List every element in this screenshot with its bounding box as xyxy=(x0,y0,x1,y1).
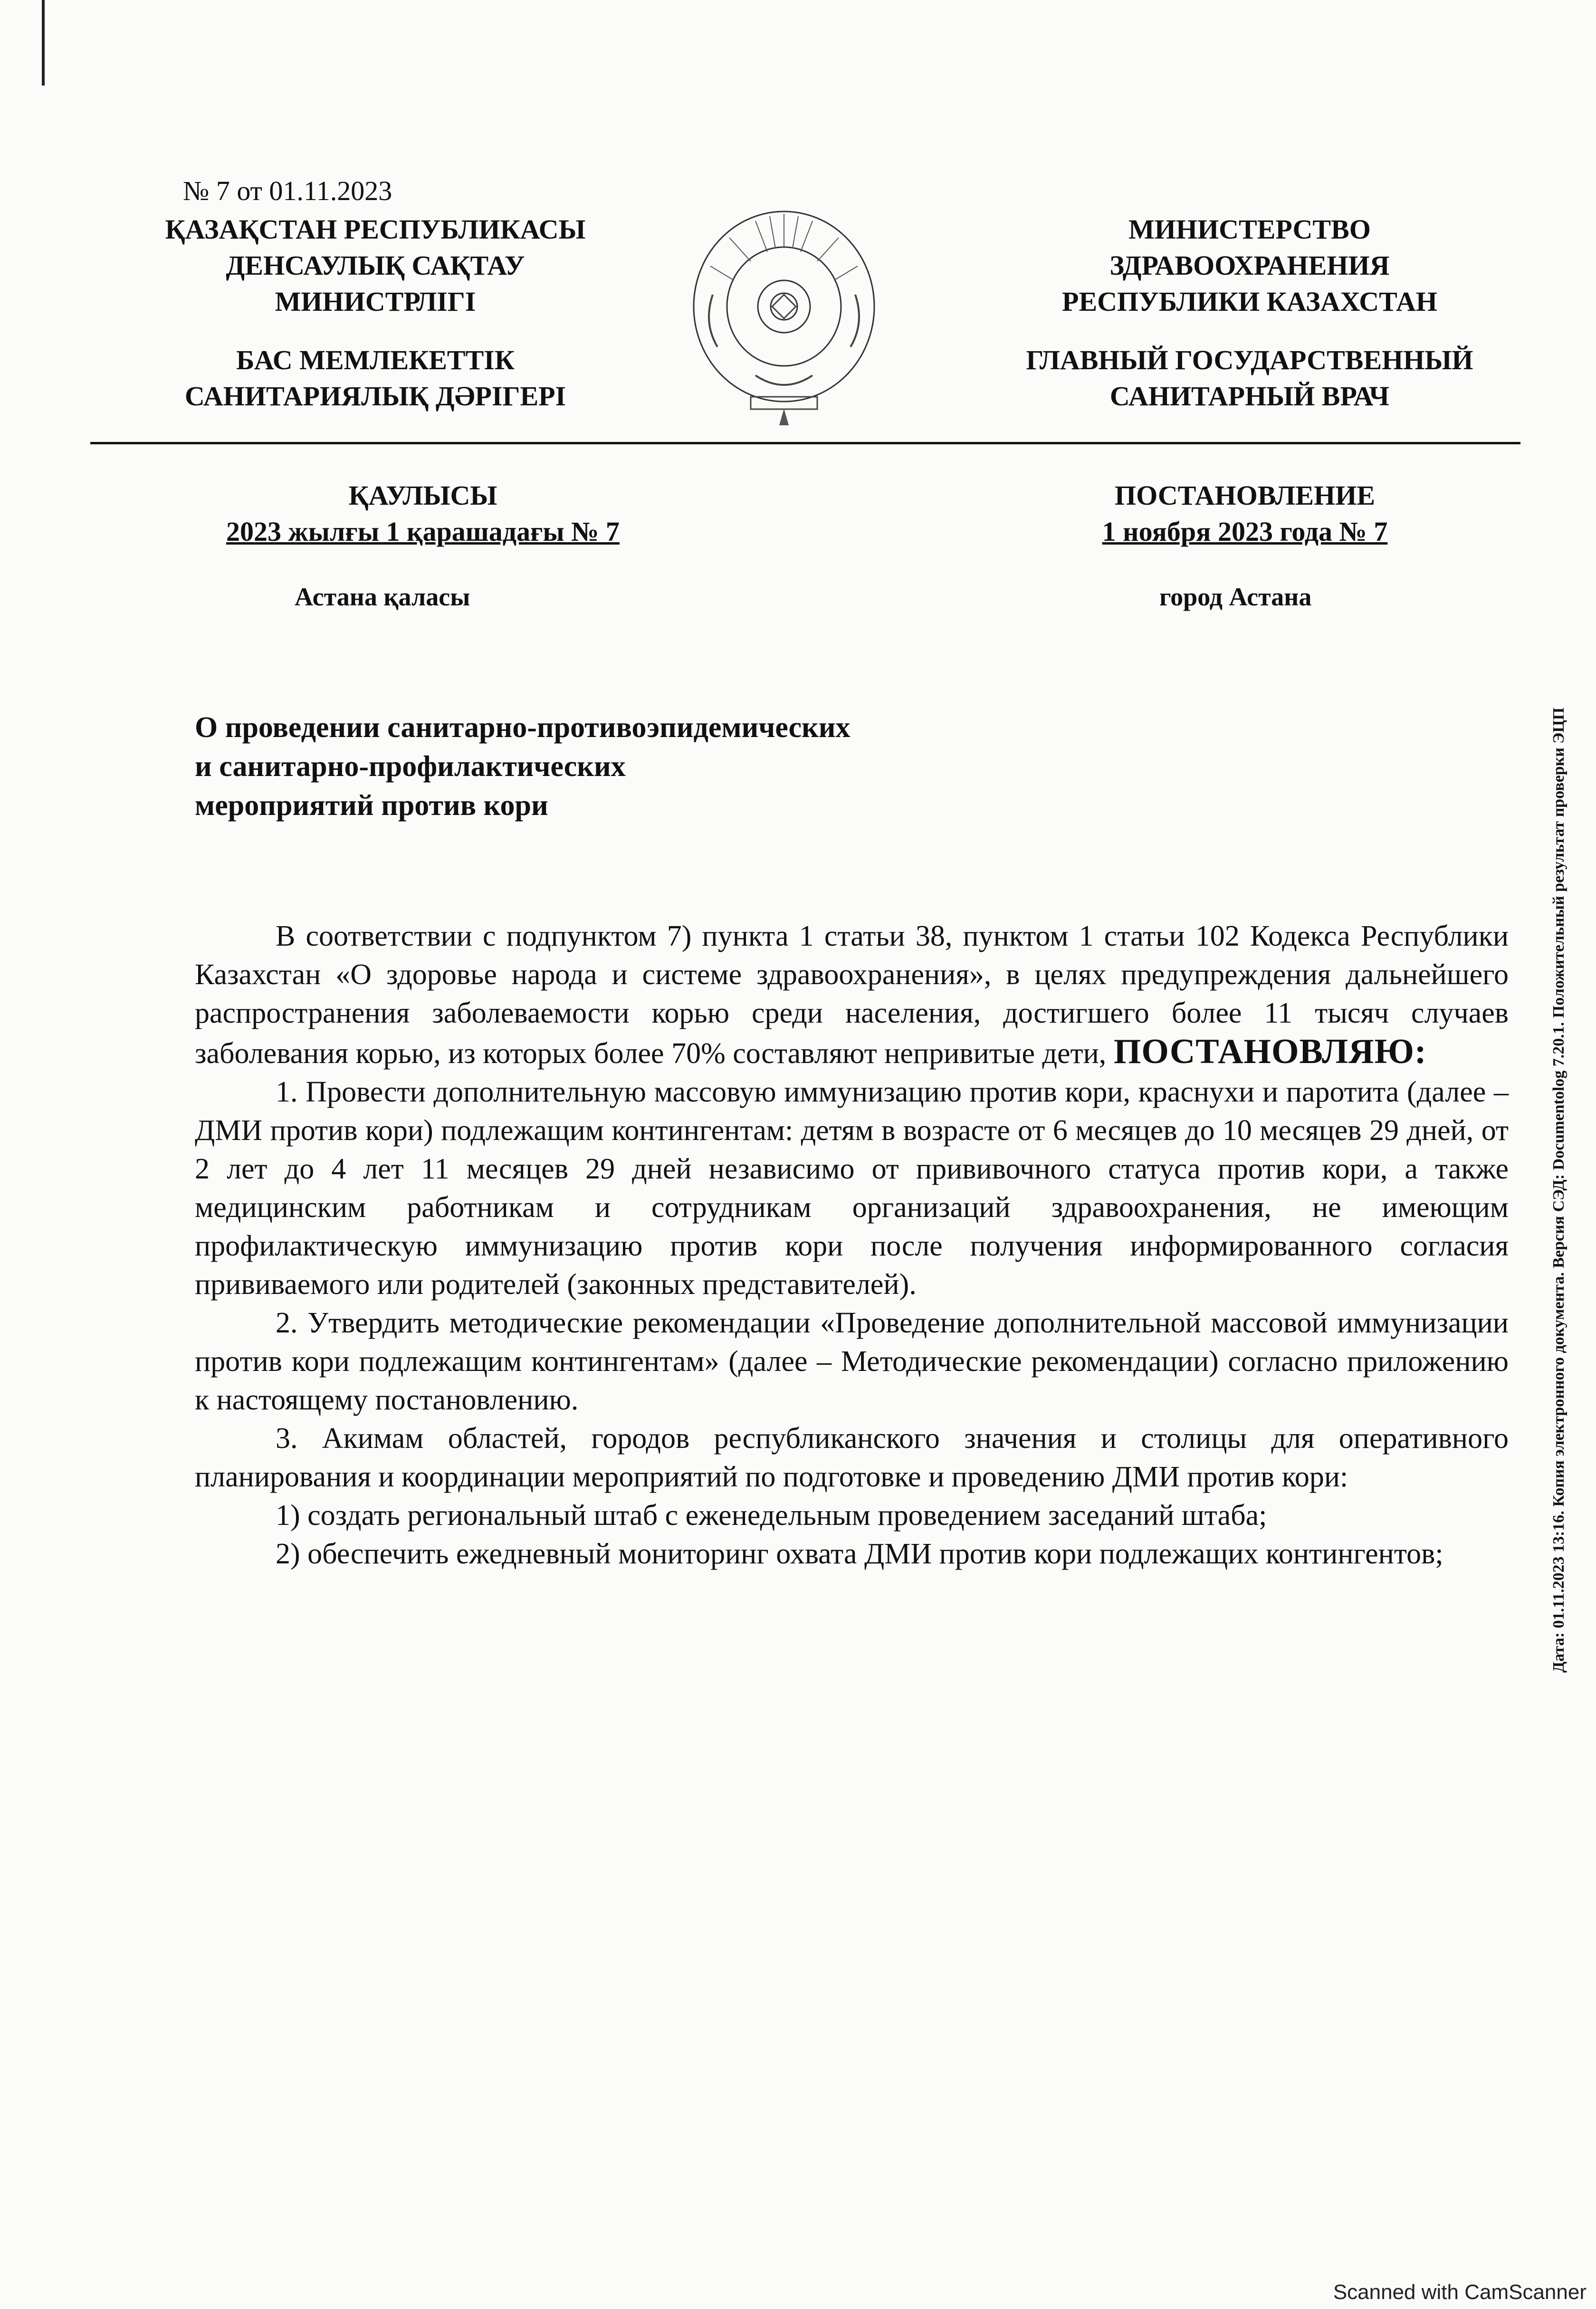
ru-doctor-header xyxy=(969,342,1530,414)
subject-line: и санитарно-профилактических xyxy=(195,750,626,783)
ru-ministry-line: МИНИСТЕРСТВО xyxy=(1128,214,1371,245)
paragraph-3-1: 1) создать региональный штаб с еженедельным проведением заседаний штаба; xyxy=(276,1499,1267,1532)
state-emblem xyxy=(684,204,884,432)
ru-ministry-line: РЕСПУБЛИКИ КАЗАХСТАН xyxy=(1062,286,1437,317)
paragraph-3-2: 2) обеспечить ежедневный мониторинг охвата ДМИ против кори подлежащих контингентов; xyxy=(276,1538,1443,1570)
decree-subject xyxy=(195,708,851,825)
kz-city: Астана қаласы xyxy=(295,583,470,611)
paragraph-3: 3. Акимам областей, городов республиканского значения и столицы для оперативного планирования и координации мероприятий по подготовке и проведению ДМИ против кори: xyxy=(195,1422,1509,1493)
kz-decree-title: ҚАУЛЫСЫ xyxy=(348,480,497,511)
ru-ministry-line: ЗДРАВООХРАНЕНИЯ xyxy=(1109,250,1390,281)
ru-ministry-header xyxy=(1012,211,1487,320)
ru-doctor-line: САНИТАРНЫЙ ВРАЧ xyxy=(1109,381,1390,412)
subject-line: мероприятий против кори xyxy=(195,789,548,822)
ru-doctor-line: ГЛАВНЫЙ ГОСУДАРСТВЕННЫЙ xyxy=(1026,345,1473,375)
subject-line: О проведении санитарно-противоэпидемических xyxy=(195,711,851,744)
resolve-word: ПОСТАНОВЛЯЮ: xyxy=(1113,1032,1427,1071)
binder-mark xyxy=(42,0,45,86)
kz-doctor-line: САНИТАРИЯЛЫҚ ДӘРІГЕРІ xyxy=(184,381,566,412)
kz-decree-heading xyxy=(181,478,665,550)
scanner-watermark: Scanned with CamScanner xyxy=(1333,2280,1586,2304)
kz-ministry-line: ҚАЗАҚСТАН РЕСПУБЛИКАСЫ xyxy=(165,214,586,245)
preamble-paragraph xyxy=(195,917,1509,1073)
kz-doctor-line: БАС МЕМЛЕКЕТТІК xyxy=(236,345,515,375)
electronic-copy-note: Дата: 01.11.2023 13:16. Копия электронного документа. Версия СЭД: Documentolog 7.20.1. Положительный результат проверки ЭЦП xyxy=(1550,707,1567,1673)
registration-number: № 7 от 01.11.2023 xyxy=(183,175,392,206)
preamble-text: В соответствии с подпунктом 7) пункта 1 статьи 38, пунктом 1 статьи 102 Кодекса Республики Казахстан «О здоровье народа и системе здравоохранения», в целях предупреждения дальнейшего распространения заболеваемости корью среди населения, достигшего более 11 тысяч случаев заболевания корью, из которых более 70% составляют непривитые дети, xyxy=(195,920,1509,1070)
kz-decree-date: 2023 жылғы 1 қарашадағы № 7 xyxy=(226,516,620,547)
paragraph-2: 2. Утвердить методические рекомендации «Проведение дополнительной массовой иммунизации против кори подлежащим контингентам» (далее – Методические рекомендации) согласно приложению к настоящему постановлению. xyxy=(195,1307,1509,1416)
ru-decree-date: 1 ноября 2023 года № 7 xyxy=(1102,516,1388,547)
ru-decree-heading xyxy=(1036,478,1454,550)
kz-ministry-header xyxy=(128,211,622,320)
header-divider xyxy=(90,442,1520,444)
kz-doctor-header xyxy=(128,342,622,414)
kz-ministry-line: ДЕНСАУЛЫҚ САҚТАУ xyxy=(226,250,525,281)
ru-city: город Астана xyxy=(1159,583,1312,611)
ru-decree-title: ПОСТАНОВЛЕНИЕ xyxy=(1114,480,1376,511)
decree-body xyxy=(195,917,1509,1573)
kz-ministry-line: МИНИСТРЛІГІ xyxy=(275,286,476,317)
paragraph-1: 1. Провести дополнительную массовую иммунизацию против кори, краснухи и паротита (далее – ДМИ против кори) подлежащим контингентам: детям в возрасте от 6 месяцев до 10 месяцев 29 дней, от 2 лет до 4 лет 11 месяцев 29 дней независимо от прививочного статуса против кори, а также медицинским работникам и сотрудникам организаций здравоохранения, не имеющим профилактическую иммунизацию против кори после получения информированного согласия прививаемого или родителей (законных представителей). xyxy=(195,1076,1509,1301)
